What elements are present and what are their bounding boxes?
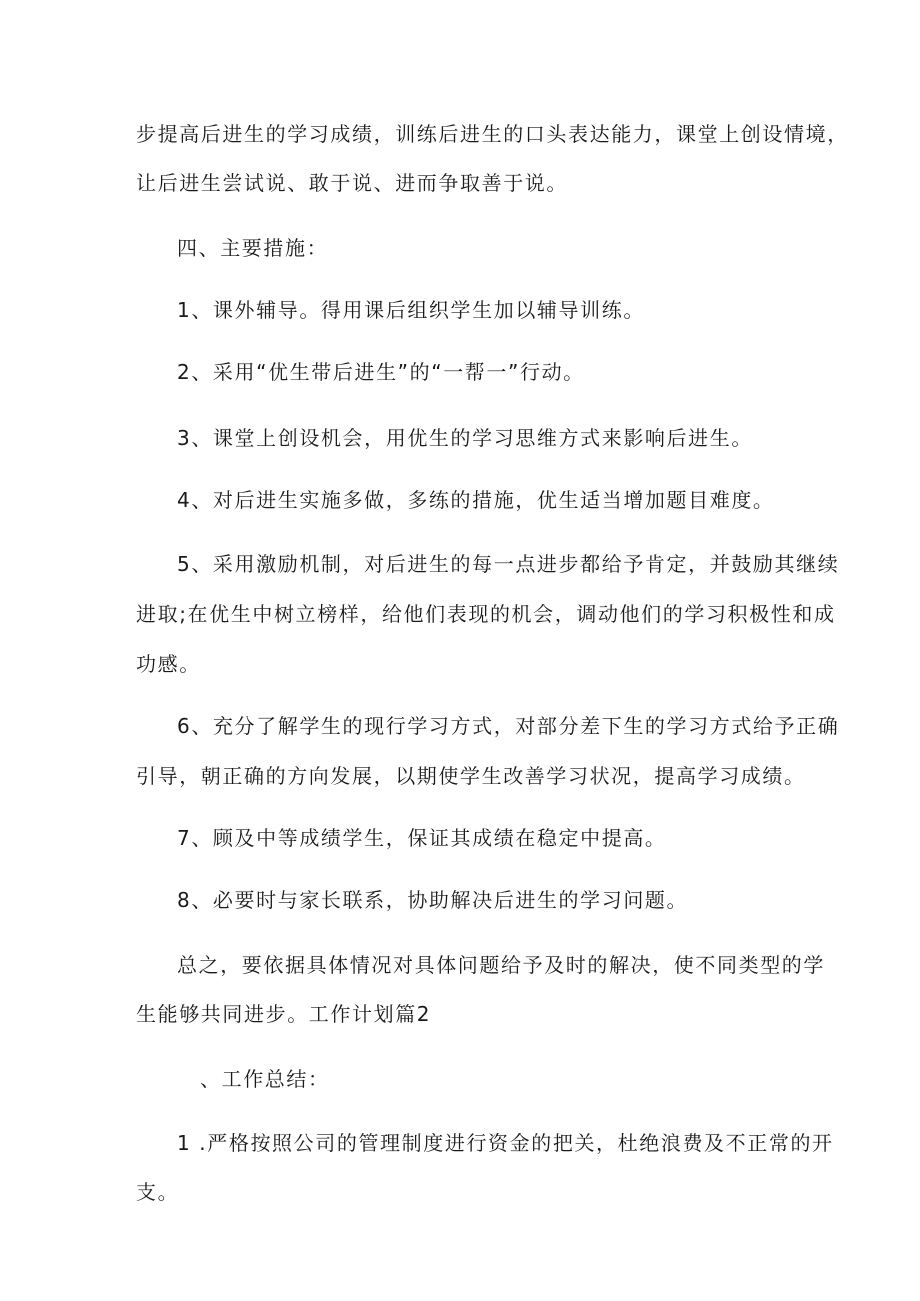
list-item: 3、课堂上创设机会，用优生的学习思维方式来影响后进生。: [177, 426, 753, 450]
summary-paragraph-continuation: 生能够共同进步。工作计划篇2: [136, 1002, 432, 1026]
paragraph-line: 步提高后进生的学习成绩，训练后进生的口头表达能力，课堂上创设情境，: [136, 122, 849, 146]
list-item-continuation: 功感。: [136, 652, 201, 676]
list-item-continuation: 支。: [136, 1180, 180, 1204]
list-item-continuation: 引导，朝正确的方向发展，以期使学生改善学习状况，提高学习成绩。: [136, 764, 806, 788]
list-item: 2、采用“优生带后进生”的“一帮一”行动。: [177, 360, 585, 384]
summary-paragraph: 总之，要依据具体情况对具体问题给予及时的解决，使不同类型的学: [177, 953, 825, 977]
paragraph-line: 让后进生尝试说、敢于说、进而争取善于说。: [136, 171, 568, 195]
list-item-continuation: 进取;在优生中树立榜样，给他们表现的机会，调动他们的学习积极性和成: [136, 602, 836, 626]
list-item: 1 .严格按照公司的管理制度进行资金的把关，杜绝浪费及不正常的开: [177, 1131, 834, 1155]
section-heading: 、工作总结：: [200, 1067, 330, 1091]
list-item: 1、课外辅导。得用课后组织学生加以辅导训练。: [177, 298, 645, 322]
section-heading: 四、主要措施：: [177, 236, 329, 260]
list-item: 7、顾及中等成绩学生，保证其成绩在稳定中提高。: [177, 826, 667, 850]
list-item: 5、采用激励机制，对后进生的每一点进步都给予肯定，并鼓励其继续: [177, 552, 840, 576]
list-item: 8、必要时与家长联系，协助解决后进生的学习问题。: [177, 888, 689, 912]
list-item: 6、充分了解学生的现行学习方式，对部分差下生的学习方式给予正确: [177, 714, 840, 738]
list-item: 4、对后进生实施多做，多练的措施，优生适当增加题目难度。: [177, 488, 775, 512]
